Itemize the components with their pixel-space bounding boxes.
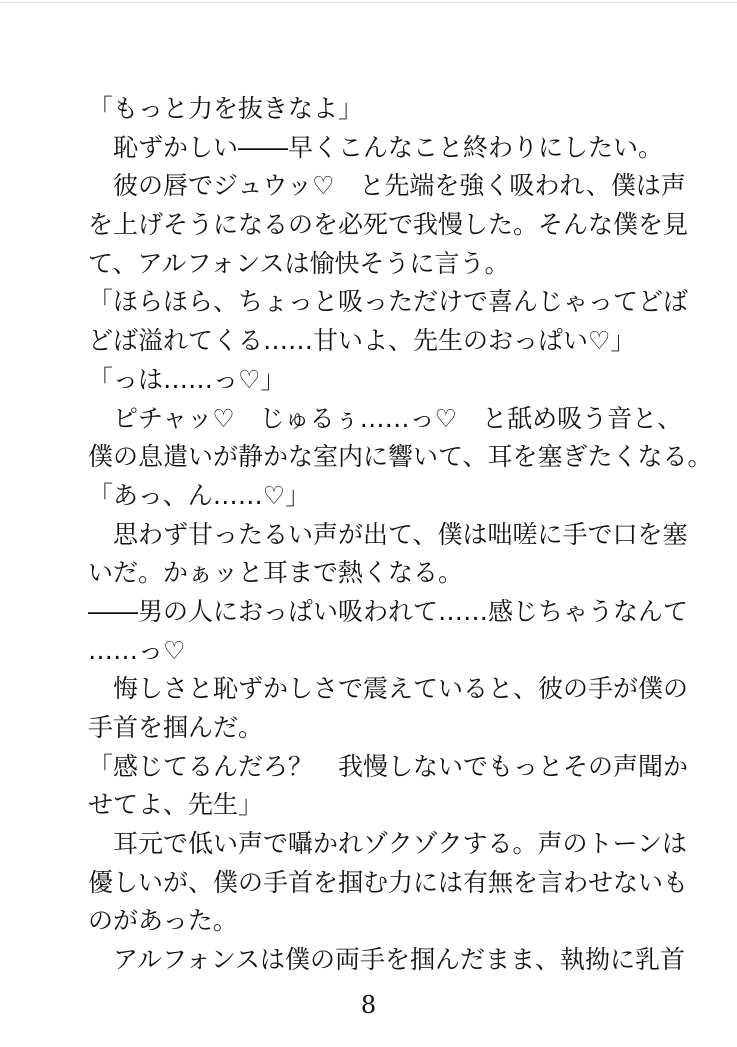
text-line: 思わず甘ったるい声が出て、僕は咄嗟に手で口を塞 (88, 519, 688, 549)
text-line: 「感じてるんだろ？ 我慢しないでもっとその声聞か (88, 751, 689, 781)
top-border-line (0, 2, 737, 3)
text-line: 彼の唇でジュウッ♡ と先端を強く吸われ、僕は声 (88, 171, 686, 201)
text-line: 「ほらほら、ちょっと吸っただけで喜んじゃってどば (88, 287, 689, 317)
body-text (88, 90, 713, 980)
text-line: 「っは……っ♡」 (88, 364, 286, 394)
page-number: 8 (360, 991, 377, 1019)
text-line: 悔しさと恥ずかしさで震えていると、彼の手が僕の (88, 674, 689, 704)
text-line: いだ。かぁッと耳まで熱くなる。 (88, 558, 464, 588)
text-line: を上げそうになるのを必死で我慢した。そんな僕を見 (88, 210, 689, 240)
text-line: 優しいが、僕の手首を掴む力には有無を言わせないも (88, 867, 689, 897)
text-line: ――男の人におっぱい吸われて……感じちゃうなんて (88, 596, 689, 626)
text-line: 耳元で低い声で囁かれゾクゾクする。声のトーンは (88, 829, 688, 859)
text-line: アルフォンスは僕の両手を掴んだまま、執拗に乳首 (88, 945, 686, 975)
text-line: どば溢れてくる……甘いよ、先生のおっぱい♡」 (88, 326, 636, 356)
text-line: のがあった。 (88, 906, 238, 936)
text-line: 手首を掴んだ。 (88, 713, 264, 742)
text-line: せてよ、先生」 (88, 790, 264, 820)
text-line: 「もっと力を抜きなよ」 (88, 94, 364, 123)
text-line: 僕の息遣いが静かな室内に響いて、耳を塞ぎたくなる。 (88, 442, 713, 472)
text-line: 恥ずかしい――早くこんなこと終わりにしたい。 (88, 132, 664, 162)
text-line: ピチャッ♡ じゅるぅ……っ♡ と舐め吸う音と、 (88, 403, 683, 433)
text-line: ……っ♡ (88, 635, 186, 665)
text-line: て、アルフォンスは愉快そうに言う。 (88, 248, 510, 278)
text-line: 「あっ、ん……♡」 (88, 480, 311, 510)
